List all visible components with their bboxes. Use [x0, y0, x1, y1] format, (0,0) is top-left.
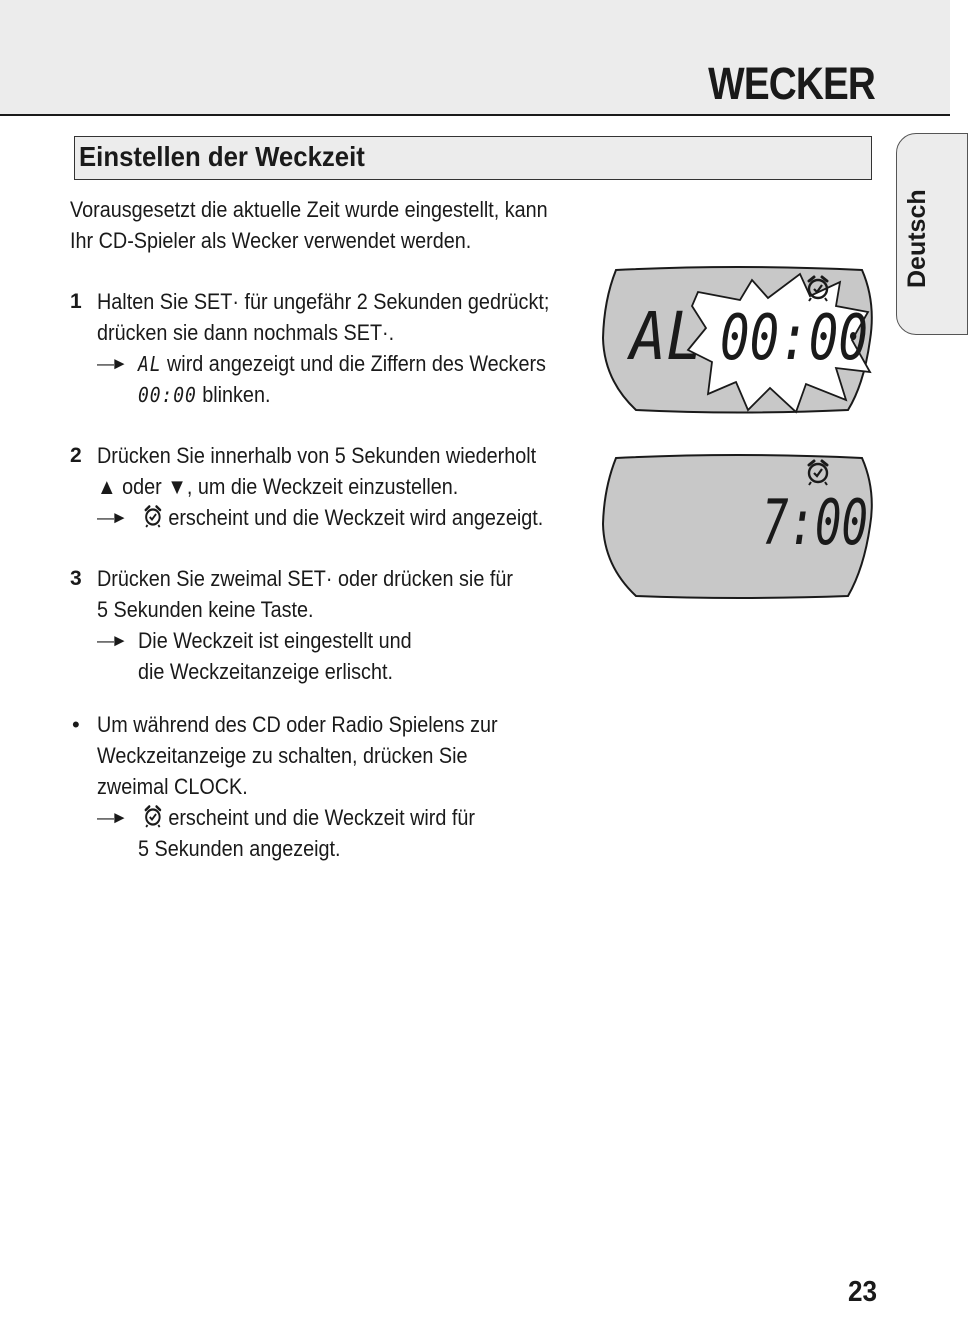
step-3-line-2: 5 Sekunden keine Taste.	[97, 597, 314, 622]
step-3-line-1: Drücken Sie zweimal SET· oder drücken sie für	[97, 566, 513, 591]
intro-line-2: Ihr CD-Spieler als Wecker verwendet werden.	[70, 228, 472, 253]
step-1-result-line-1	[138, 348, 546, 380]
step-3-number: 3	[70, 567, 82, 590]
lcd-time-text: 7:00	[762, 486, 868, 559]
tip-bullet: •	[72, 712, 80, 737]
step-2-result-text: erscheint und die Weckzeit wird angezeigt.	[168, 505, 544, 530]
result-arrow-icon: —►	[97, 631, 125, 650]
tip-line-1: Um während des CD oder Radio Spielens zur	[97, 712, 498, 737]
lcd-display-alarm-setting	[600, 262, 875, 420]
step-2-number: 2	[70, 444, 82, 467]
tip-result-text-1: erscheint und die Weckzeit wird für	[168, 805, 475, 830]
lcd-display-alarm-time	[600, 450, 875, 602]
step-2-line-2: ▲ oder ▼, um die Weckzeit einzustellen.	[97, 474, 459, 499]
step-1-result-text-2: blinken.	[202, 382, 271, 407]
step-1-line-1: Halten Sie SET· für ungefähr 2 Sekunden gedrückt;	[97, 289, 550, 314]
page-number: 23	[848, 1276, 878, 1308]
step-1-result-line-2	[138, 379, 270, 411]
step-2-line-1: Drücken Sie innerhalb von 5 Sekunden wiederholt	[97, 443, 537, 468]
intro-line-1: Vorausgesetzt die aktuelle Zeit wurde eingestellt, kann	[70, 197, 548, 222]
result-arrow-icon: —►	[97, 354, 125, 373]
step-1-result-text-1: wird angezeigt und die Ziffern des Weckers	[166, 351, 546, 376]
result-arrow-icon: —►	[97, 808, 125, 827]
lcd-digits-text: 00:00	[720, 301, 868, 374]
result-arrow-icon: —►	[97, 508, 125, 527]
step-1-number: 1	[70, 290, 82, 313]
alarm-clock-icon	[143, 504, 163, 528]
lcd-al-text: AL	[626, 298, 702, 375]
section-title: Einstellen der Weckzeit	[79, 141, 365, 172]
language-tab-label: Deutsch	[903, 189, 931, 288]
step-1-line-2: drücken sie dann nochmals SET·.	[97, 320, 395, 345]
tip-result-line-1	[143, 802, 475, 833]
tip-result-line-2: 5 Sekunden angezeigt.	[138, 836, 341, 861]
lcd-al-indicator: AL	[138, 352, 162, 376]
step-2-result-line-1	[143, 502, 543, 533]
step-3-result-line-2: die Weckzeitanzeige erlischt.	[138, 659, 393, 684]
section-heading-box	[74, 136, 872, 180]
tip-line-2: Weckzeitanzeige zu schalten, drücken Sie	[97, 743, 468, 768]
lcd-digits-indicator: 00:00	[138, 383, 197, 407]
alarm-clock-icon	[143, 804, 163, 828]
step-3-result-line-1: Die Weckzeit ist eingestellt und	[138, 628, 412, 653]
chapter-title: WECKER	[708, 58, 875, 109]
tip-line-3: zweimal CLOCK.	[97, 774, 248, 799]
